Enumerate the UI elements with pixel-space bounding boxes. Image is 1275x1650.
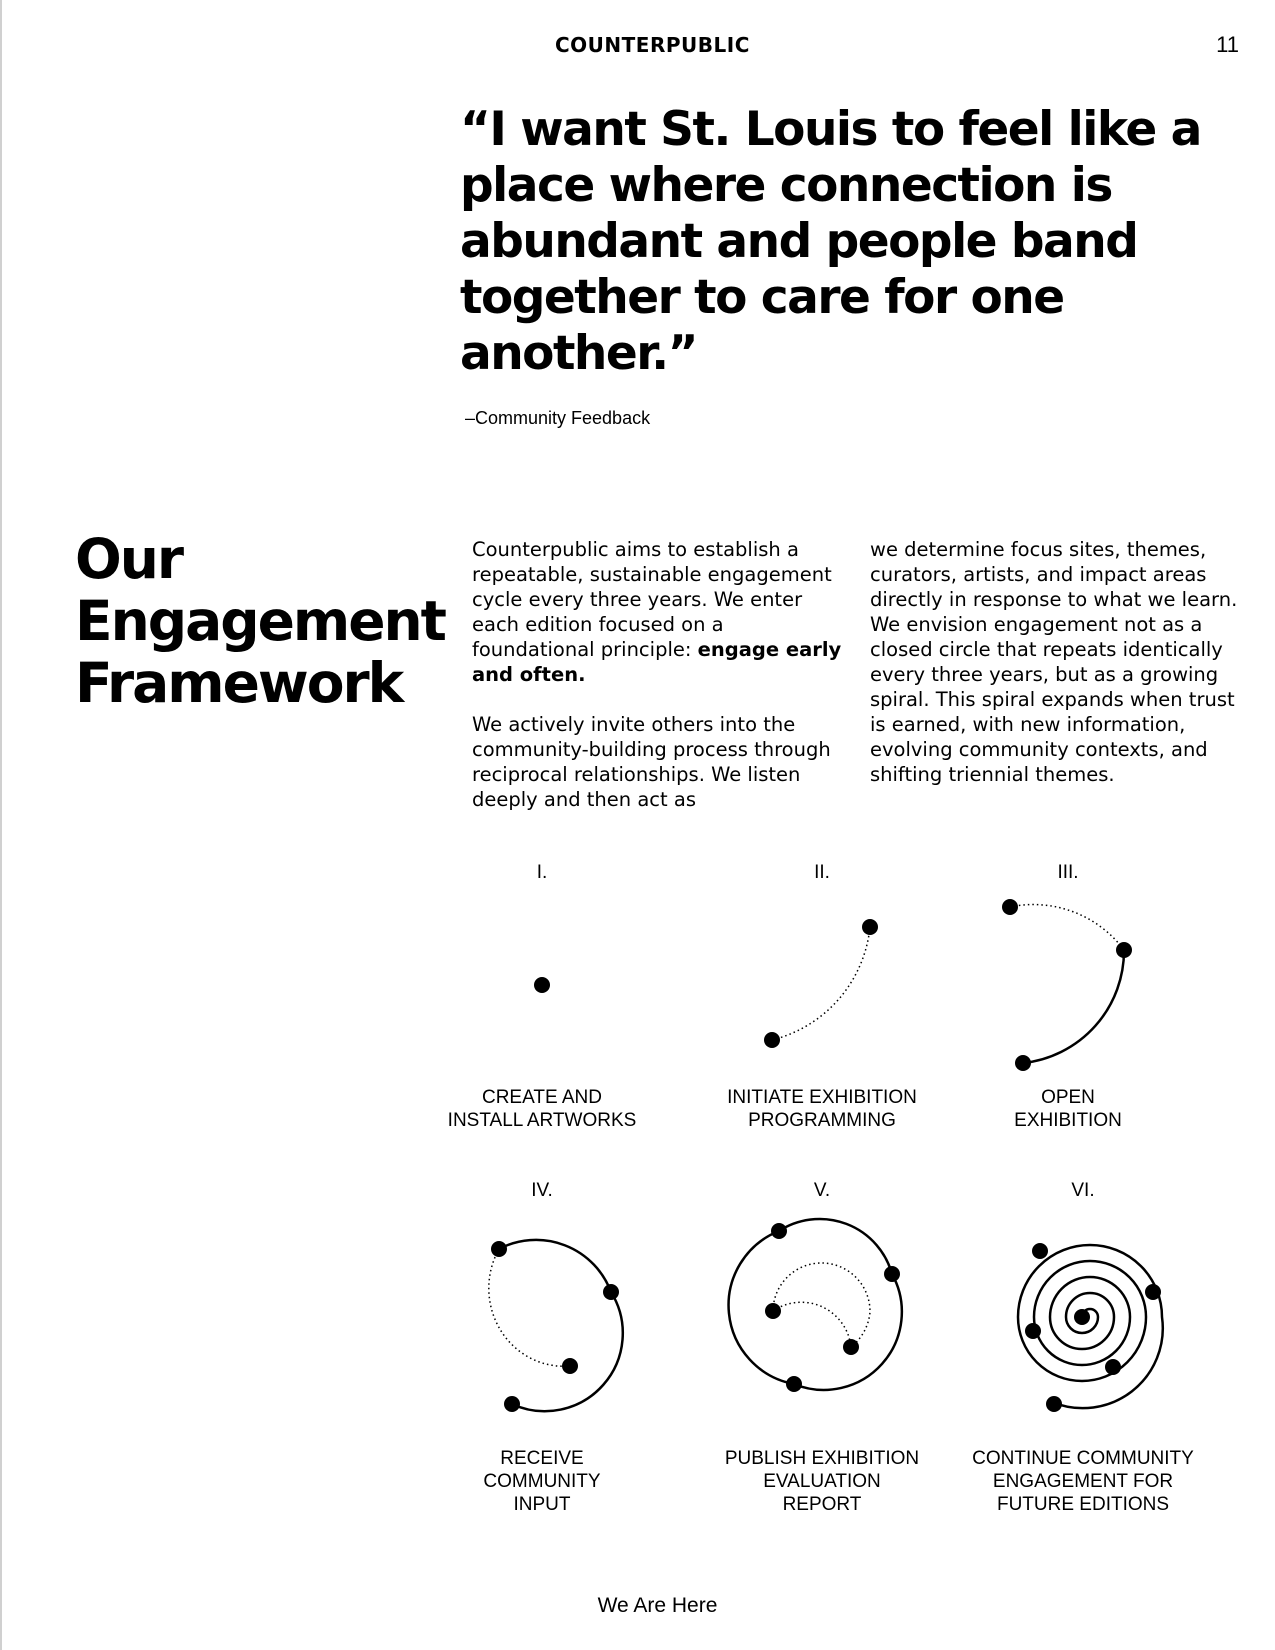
step-1-numeral: I. [536, 862, 548, 883]
step-3-graphic [1002, 899, 1132, 1071]
title-line: Engagement [75, 589, 445, 653]
pull-quote: “I want St. Louis to feel like a place where connection is abundant and people band together to care for one another.” [460, 102, 1201, 381]
step-2-graphic [764, 919, 878, 1048]
dot-marker [1116, 942, 1132, 958]
label-line: PUBLISH EXHIBITION [724, 1448, 920, 1469]
paragraph [472, 537, 842, 687]
label-line: RECEIVE [500, 1448, 584, 1469]
dot-marker [603, 1284, 619, 1300]
counterpublic-logo: COUNTERPUBLIC [555, 33, 750, 57]
step-3-numeral: III. [1057, 862, 1079, 883]
label-line: INITIATE EXHIBITION [727, 1087, 917, 1108]
step-5-numeral: V. [813, 1180, 831, 1201]
dot-marker [491, 1241, 507, 1257]
step-4-label [417, 1447, 667, 1516]
section-title [75, 528, 455, 714]
dot-marker [765, 1303, 781, 1319]
label-line: REPORT [782, 1494, 862, 1515]
dot-marker [884, 1266, 900, 1282]
paragraph: we determine focus sites, themes, curators, artists, and impact areas directly in response to what we learn. We envision engagement not as a closed circle that repeats identically every three years, but as a growing spiral. This spiral expands when trust is earned, with new information, evolving community contexts, and shifting triennial themes. [870, 538, 1238, 786]
dot-marker [843, 1339, 859, 1355]
label-line: INSTALL ARTWORKS [447, 1110, 637, 1131]
label-line: EVALUATION [763, 1471, 881, 1492]
page-number: 11 [1216, 32, 1239, 57]
label-line: EXHIBITION [1014, 1110, 1122, 1131]
dot-marker [504, 1396, 520, 1412]
label-line: INPUT [513, 1494, 571, 1515]
dotted-arc [772, 927, 870, 1040]
dot-marker [1145, 1284, 1161, 1300]
label-line: COMMUNITY [483, 1471, 601, 1492]
dot-marker [1032, 1243, 1048, 1259]
label-line: PROGRAMMING [748, 1110, 896, 1131]
dot-marker [1046, 1396, 1062, 1412]
step-3-label [943, 1086, 1193, 1132]
dotted-arc [1010, 905, 1124, 950]
step-5-label [697, 1447, 947, 1516]
solid-arc [499, 1240, 623, 1411]
paragraph: We actively invite others into the community-building process through reciprocal relationships. We listen deeply and then act as [472, 713, 831, 811]
dotted-arc [489, 1249, 570, 1366]
footer-caption: We Are Here [597, 1594, 718, 1617]
step-2-label [697, 1086, 947, 1132]
label-line: CONTINUE COMMUNITY [972, 1448, 1194, 1469]
dot-marker [1105, 1359, 1121, 1375]
title-line: Framework [75, 651, 403, 715]
label-line: OPEN [1041, 1087, 1095, 1108]
dot-marker [1025, 1323, 1041, 1339]
dot-marker [1015, 1055, 1031, 1071]
step-5-graphic [729, 1219, 902, 1392]
step-2-numeral: II. [814, 862, 830, 883]
page-edge [0, 0, 2, 1650]
dot-marker [771, 1223, 787, 1239]
step-1-graphic [534, 977, 550, 993]
step-6-graphic [1018, 1243, 1163, 1412]
dot-marker [862, 919, 878, 935]
dotted-spiral [773, 1263, 870, 1347]
body-column-left [472, 537, 842, 837]
step-1-label [417, 1086, 667, 1132]
label-line: FUTURE EDITIONS [996, 1494, 1170, 1515]
step-6-label [958, 1447, 1208, 1516]
title-line: Our [75, 527, 183, 591]
dot-marker [534, 977, 550, 993]
emphasis-text: engage early and often. [472, 638, 842, 686]
dot-marker [562, 1358, 578, 1374]
dot-marker [1002, 899, 1018, 915]
step-6-numeral: VI. [1071, 1180, 1095, 1201]
quote-attribution: –Community Feedback [465, 408, 651, 428]
paragraph-text: Counterpublic aims to establish a repeatable, sustainable engagement cycle every three years. We enter each edition focused on a foundational principle: [472, 538, 832, 661]
step-4-numeral: IV. [531, 1180, 553, 1201]
dot-marker [764, 1032, 780, 1048]
label-line: ENGAGEMENT FOR [992, 1471, 1174, 1492]
dot-marker [786, 1376, 802, 1392]
solid-spiral [1018, 1245, 1163, 1408]
dot-marker [1074, 1309, 1090, 1325]
label-line: CREATE AND [481, 1087, 602, 1108]
solid-arc [1023, 950, 1124, 1063]
body-column-right [870, 537, 1245, 812]
solid-spiral [729, 1219, 902, 1390]
step-4-graphic [489, 1240, 623, 1412]
